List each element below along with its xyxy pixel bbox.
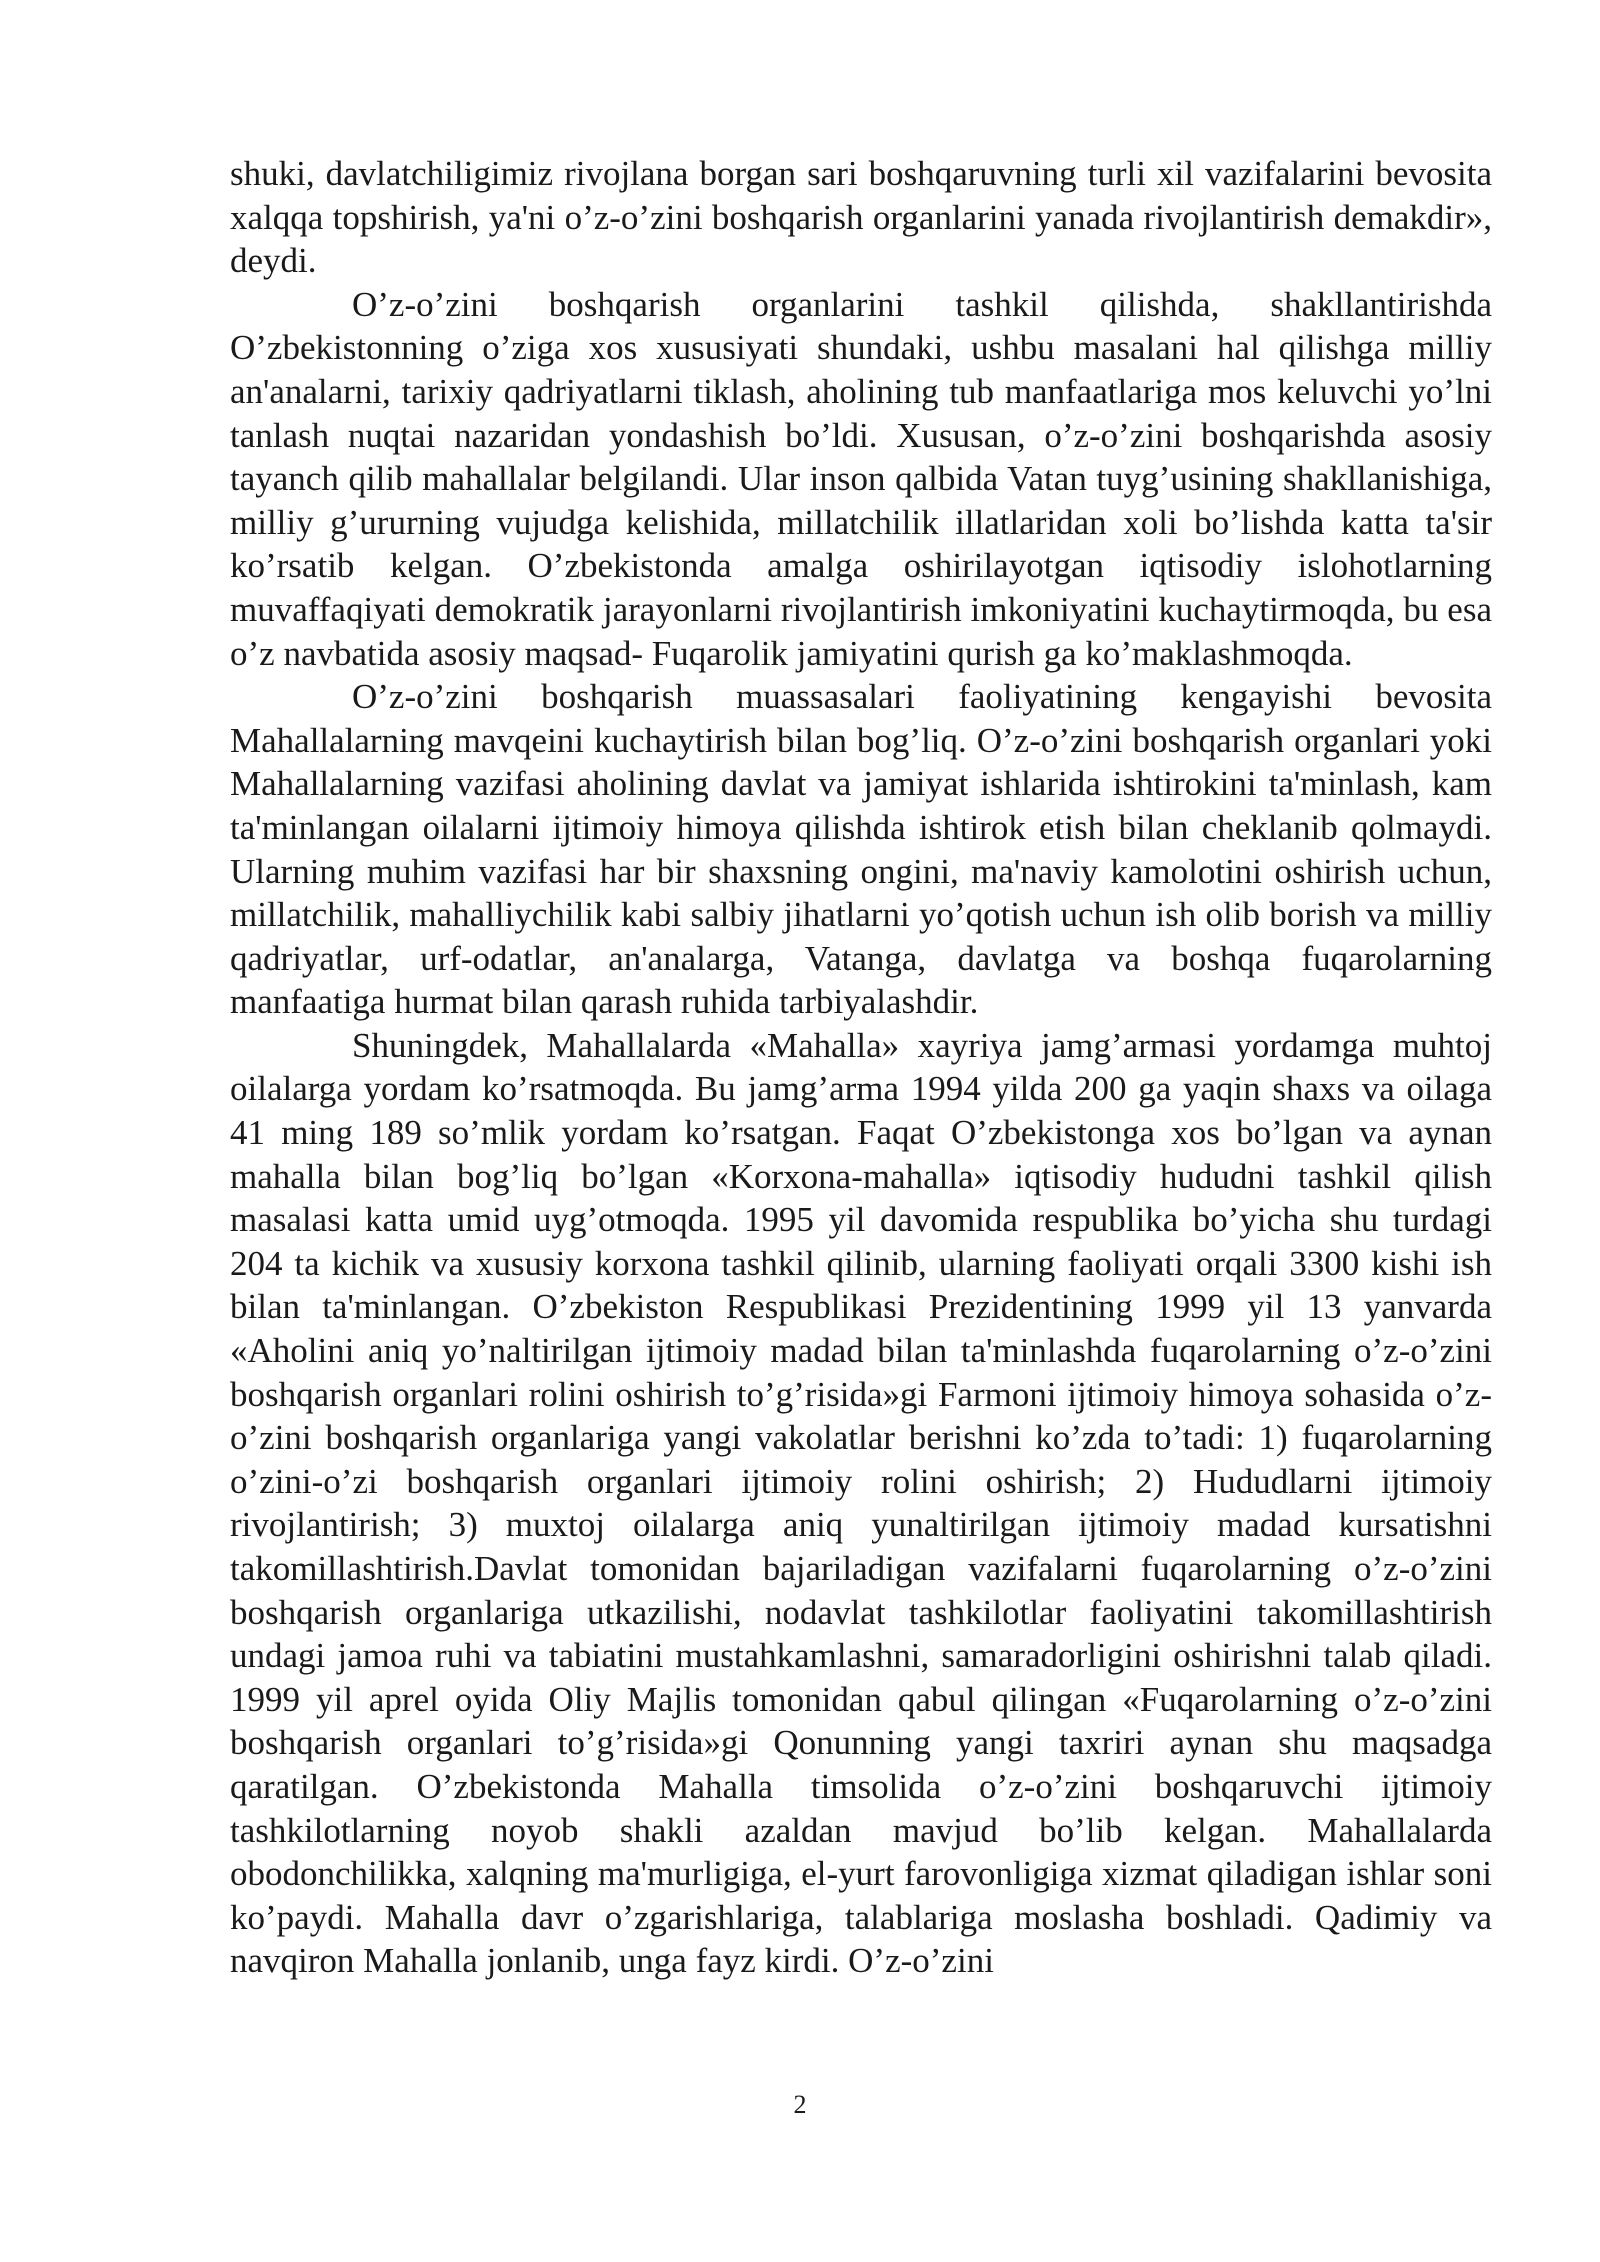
paragraph-mahalla-foundation: Shuningdek, Mahallalarda «Mahalla» xayriya jamg’armasi yordamga muhtoj oilalarga yordam ko’rsatmoqda. Bu jamg’arma 1994 yilda 200 ga yaqin shaxs va oilaga 41 ming 189 so’mlik yordam ko’rsatgan. Faqat O’zbekistonga xos bo’lgan va aynan mahalla bilan bog’liq bo’lgan «Korxona-mahalla» iqtisodiy hududni tashkil qilish masalasi katta umid uyg’otmoqda. 1995 yil davomida respublika bo’yicha shu turdagi 204 ta kichik va xususiy korxona tashkil qilinib, ularning faoliyati orqali 3300 kishi ish bilan ta'minlangan. O’zbekiston Respublikasi Prezidentining 1999 yil 13 yanvarda «Aholini aniq yo’naltirilgan ijtimoiy madad bilan ta'minlashda fuqarolarning o’z-o’zini boshqarish organlari rolini oshirish to’g’risida»gi Farmoni ijtimoiy himoya sohasida o’z-o’zini boshqarish organlariga yangi vakolatlar berishni ko’zda to’tadi: 1) fuqarolarning o’zini-o’zi boshqarish organlari ijtimoiy rolini oshirish; 2) Hududlarni ijtimoiy rivojlantirish; 3) muxtoj oilalarga aniq yunaltirilgan ijtimoiy madad kursatishni takomillashtirish.Davlat tomonidan bajariladigan vazifalarni fuqarolarning o’z-o’zini boshqarish organlariga utkazilishi, nodavlat tashkilotlar faoliyatini takomillashtirish undagi jamoa ruhi va tabiatini mustahkamlashni, samaradorligini oshirishni talab qiladi. 1999 yil aprel oyida Oliy Majlis tomonidan qabul qilingan «Fuqarolarning o’z-o’zini boshqarish organlari to’g’risida»gi Qonunning yangi taxriri aynan shu maqsadga qaratilgan. O’zbekistonda Mahalla timsolida o’z-o’zini boshqaruvchi ijtimoiy tashkilotlarning noyob shakli azaldan mavjud bo’lib kelgan. Mahallalarda obodonchilikka, xalqning ma'murligiga, el-yurt farovonligiga xizmat qiladigan ishlar soni ko’paydi. Mahalla davr o’zgarishlariga, talablariga moslasha boshladi. Qadimiy va navqiron Mahalla jonlanib, unga fayz kirdi. O’z-o’zini (230, 1025, 1492, 1981)
body-text (230, 152, 1492, 1983)
page-number: 2 (793, 2090, 807, 2119)
paragraph-continuation: shuki, davlatchiligimiz rivojlana borgan sari boshqaruvning turli xil vazifalarini bevosita xalqqa topshirish, ya'ni o’z-o’zini boshqarish organlarini yanada rivojlantirish demakdir», deydi. (230, 154, 1492, 281)
paragraph-self-government-formation: O’z-o’zini boshqarish organlarini tashkil qilishda, shakllantirishda O’zbekistonning o’ziga xos xususiyati shundaki, ushbu masalani hal qilishga milliy an'analarni, tarixiy qadriyatlarni tiklash, aholining tub manfaatlariga mos keluvchi yo’lni tanlash nuqtai nazaridan yondashish bo’ldi. Xususan, o’z-o’zini boshqarishda asosiy tayanch qilib mahallalar belgilandi. Ular inson qalbida Vatan tuyg’usining shakllanishiga, milliy g’ururning vujudga kelishida, millatchilik illatlaridan xoli bo’lishda katta ta'sir ko’rsatib kelgan. O’zbekistonda amalga oshirilayotgan iqtisodiy islohotlarning muvaffaqiyati demokratik jarayonlarni rivojlantirish imkoniyatini kuchaytirmoqda, bu esa o’z navbatida asosiy maqsad- Fuqarolik jamiyatini qurish ga ko’maklashmoqda. (230, 284, 1492, 673)
paragraph-self-government-institutions: O’z-o’zini boshqarish muassasalari faoliyatining kengayishi bevosita Mahallalarning mavqeini kuchaytirish bilan bog’liq. O’z-o’zini boshqarish organlari yoki Mahallalarning vazifasi aholining davlat va jamiyat ishlarida ishtirokini ta'minlash, kam ta'minlangan oilalarni ijtimoiy himoya qilishda ishtirok etish bilan cheklanib qolmaydi. Ularning muhim vazifasi har bir shaxsning ongini, ma'naviy kamolotini oshirish uchun, millatchilik, mahalliychilik kabi salbiy jihatlarni yo’qotish uchun ish olib borish va milliy qadriyatlar, urf-odatlar, an'analarga, Vatanga, davlatga va boshqa fuqarolarning manfaatiga hurmat bilan qarash ruhida tarbiyalashdir. (230, 677, 1492, 1022)
